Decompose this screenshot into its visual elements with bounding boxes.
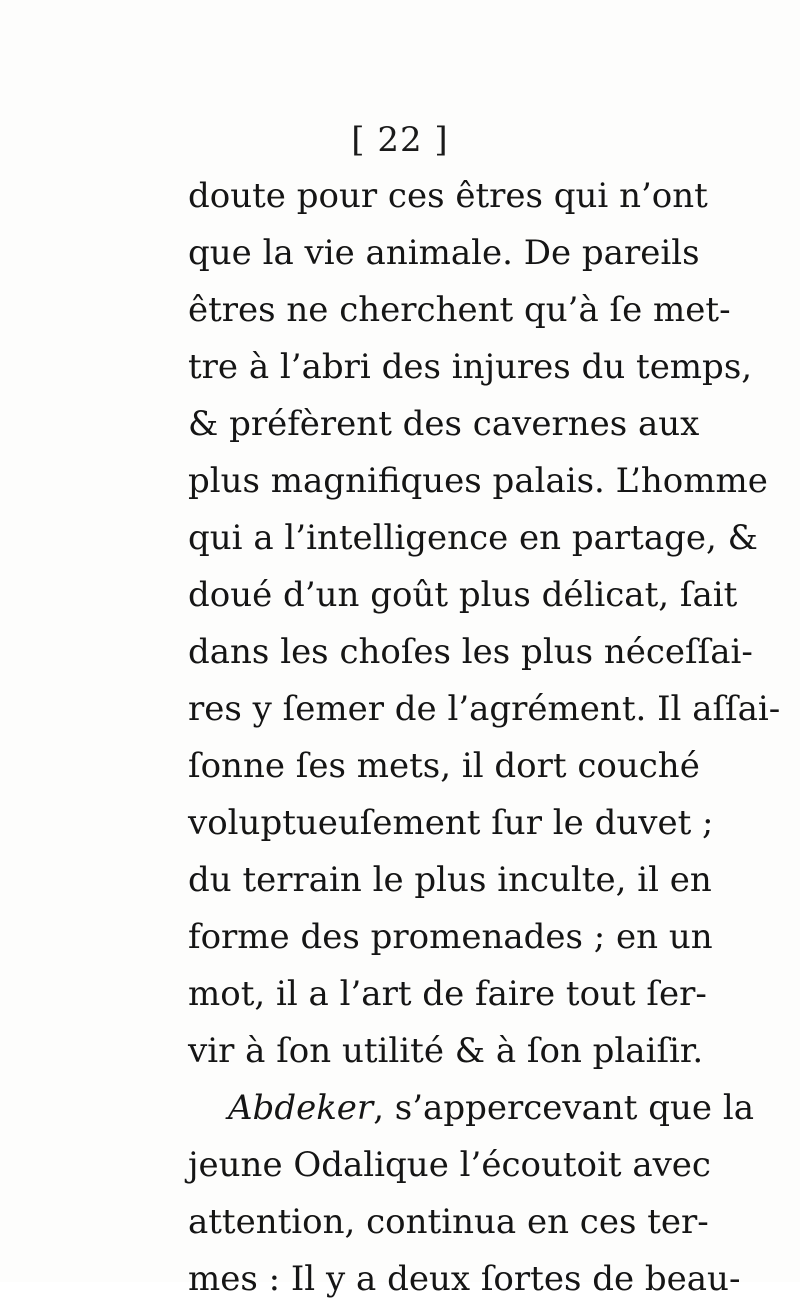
text-line: ſonne ſes mets, il dort couché: [188, 746, 700, 786]
text-line: vir à ſon utilité & à ſon plaiſir.: [188, 1031, 704, 1071]
text-line: jeune Odalique l’écoutoit avec: [188, 1145, 711, 1185]
text-line: attention, continua en ces ter-: [188, 1202, 709, 1242]
text-line: & préfèrent des cavernes aux: [188, 404, 700, 444]
text-line: mes : Il y a deux ſortes de beau-: [188, 1259, 741, 1299]
page-number: [ 22 ]: [351, 120, 449, 160]
text-line: forme des promenades ; en un: [188, 917, 713, 957]
text-line: doué d’un goût plus délicat, ſait: [188, 575, 738, 615]
text-line: qui a l’intelligence en partage, &: [188, 518, 758, 558]
text-line: doute pour ces êtres qui n’ont: [188, 176, 708, 216]
text-line: que la vie animale. De pareils: [188, 233, 700, 273]
text-line: tre à l’abri des injures du temps,: [188, 347, 753, 387]
text-line: dans les choſes les plus néceſſai-: [188, 632, 753, 672]
text-line: res y ſemer de l’agrément. Il aſſai-: [188, 689, 781, 729]
speaker-name: Abdeker: [228, 1088, 374, 1128]
text-line: êtres ne cherchent qu’à ſe met-: [188, 290, 731, 330]
text-line: voluptueuſement ſur le duvet ;: [188, 803, 714, 843]
body-text: [188, 168, 781, 1308]
speaker-line-rest: , s’appercevant que la: [373, 1088, 754, 1128]
text-line: mot, il a l’art de faire tout ſer-: [188, 974, 707, 1014]
text-line: plus magnifiques palais. L’homme: [188, 461, 768, 501]
text-line: du terrain le plus inculte, il en: [188, 860, 712, 900]
text-line-speaker: [188, 1080, 754, 1137]
